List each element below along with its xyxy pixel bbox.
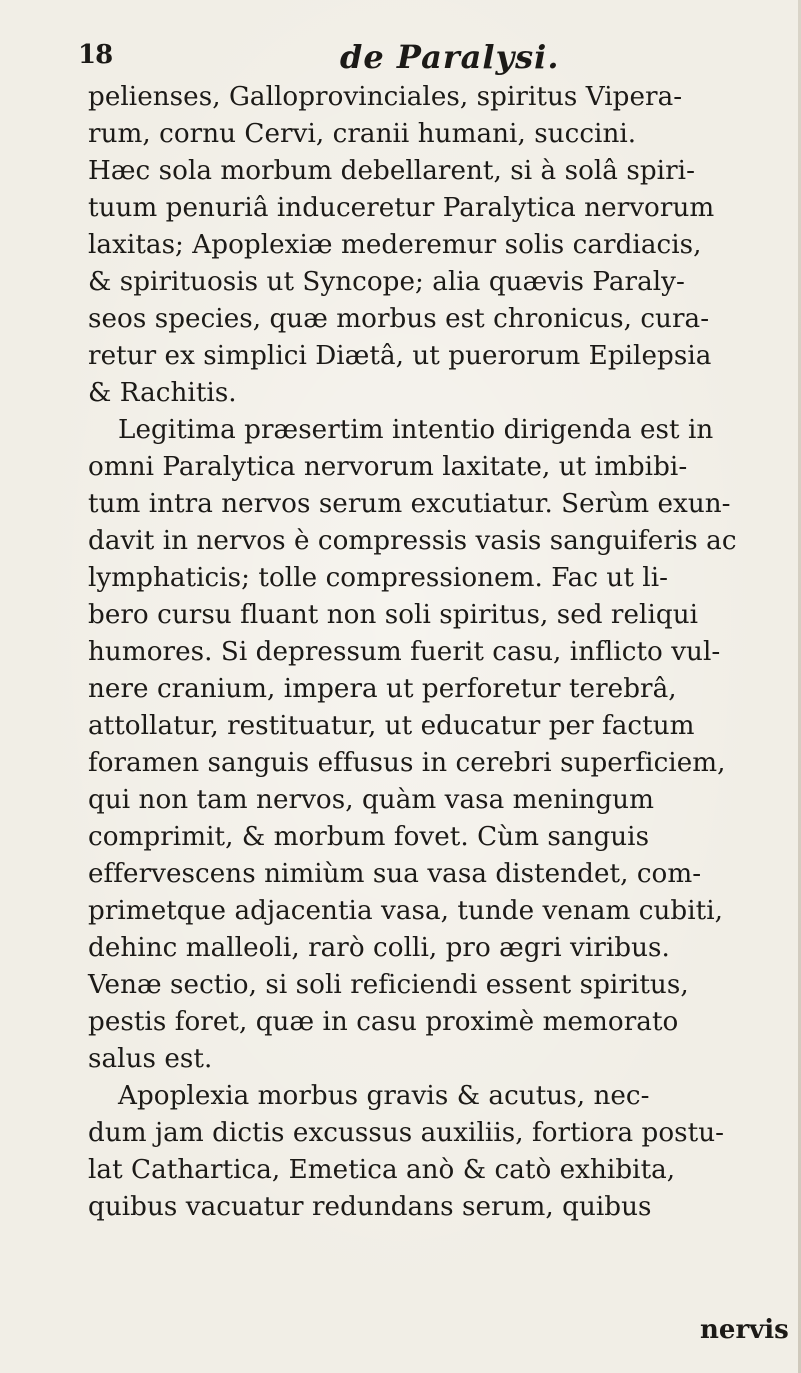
text-line: tuum penuriâ induceretur Paralytica nervorum: [88, 193, 715, 223]
text-line: rum, cornu Cervi, cranii humani, succini.: [88, 119, 637, 149]
text-line: laxitas; Apoplexiæ mederemur solis cardiacis,: [88, 230, 702, 260]
text-line: nere cranium, impera ut perforetur terebrâ,: [88, 674, 677, 704]
text-line: effervescens nimiùm sua vasa distendet, com-: [88, 859, 702, 889]
text-line: lat Cathartica, Emetica anò & catò exhibita,: [88, 1155, 676, 1185]
catchword: nervis: [700, 1315, 789, 1345]
text-line: Hæc sola morbum debellarent, si à solâ spiri-: [88, 156, 695, 186]
text-line: & Rachitis.: [88, 378, 237, 408]
text-line: humores. Si depressum fuerit casu, inflicto vul-: [88, 637, 721, 667]
text-line: omni Paralytica nervorum laxitate, ut imbibi-: [88, 452, 688, 482]
text-line: dehinc malleoli, rarò colli, pro ægri viribus.: [88, 933, 670, 963]
text-line: Legitima præsertim intentio dirigenda est in: [118, 415, 714, 445]
text-line: seos species, quæ morbus est chronicus, cura-: [88, 304, 710, 334]
text-line: attollatur, restituatur, ut educatur per factum: [88, 711, 695, 741]
text-line: foramen sanguis effusus in cerebri superficiem,: [88, 748, 726, 778]
text-line: salus est.: [88, 1044, 213, 1074]
text-line: Venæ sectio, si soli reficiendi essent spiritus,: [88, 970, 689, 1000]
text-line: Apoplexia morbus gravis & acutus, nec-: [118, 1081, 650, 1111]
text-line: tum intra nervos serum excutiatur. Serùm exun-: [88, 489, 731, 519]
running-head: de Paralysi.: [340, 38, 560, 76]
text-line: primetque adjacentia vasa, tunde venam cubiti,: [88, 896, 724, 926]
text-line: qui non tam nervos, quàm vasa meningum: [88, 785, 654, 815]
text-line: retur ex simplici Diætâ, ut puerorum Epilepsia: [88, 341, 712, 371]
text-line: lymphaticis; tolle compressionem. Fac ut li-: [88, 563, 669, 593]
text-line: dum jam dictis excussus auxiliis, fortiora postu-: [88, 1118, 725, 1148]
text-line: & spirituosis ut Syncope; alia quævis Paraly-: [88, 267, 685, 297]
text-line: pestis foret, quæ in casu proximè memorato: [88, 1007, 679, 1037]
page-header: [0, 38, 801, 78]
page-number: 18: [78, 40, 113, 70]
text-line: davit in nervos è compressis vasis sanguiferis ac: [88, 526, 737, 556]
text-line: quibus vacuatur redundans serum, quibus: [88, 1192, 652, 1222]
text-line: bero cursu fluant non soli spiritus, sed reliqui: [88, 600, 699, 630]
text-line: comprimit, & morbum fovet. Cùm sanguis: [88, 822, 650, 852]
text-line: pelienses, Galloprovinciales, spiritus Vipera-: [88, 82, 683, 112]
